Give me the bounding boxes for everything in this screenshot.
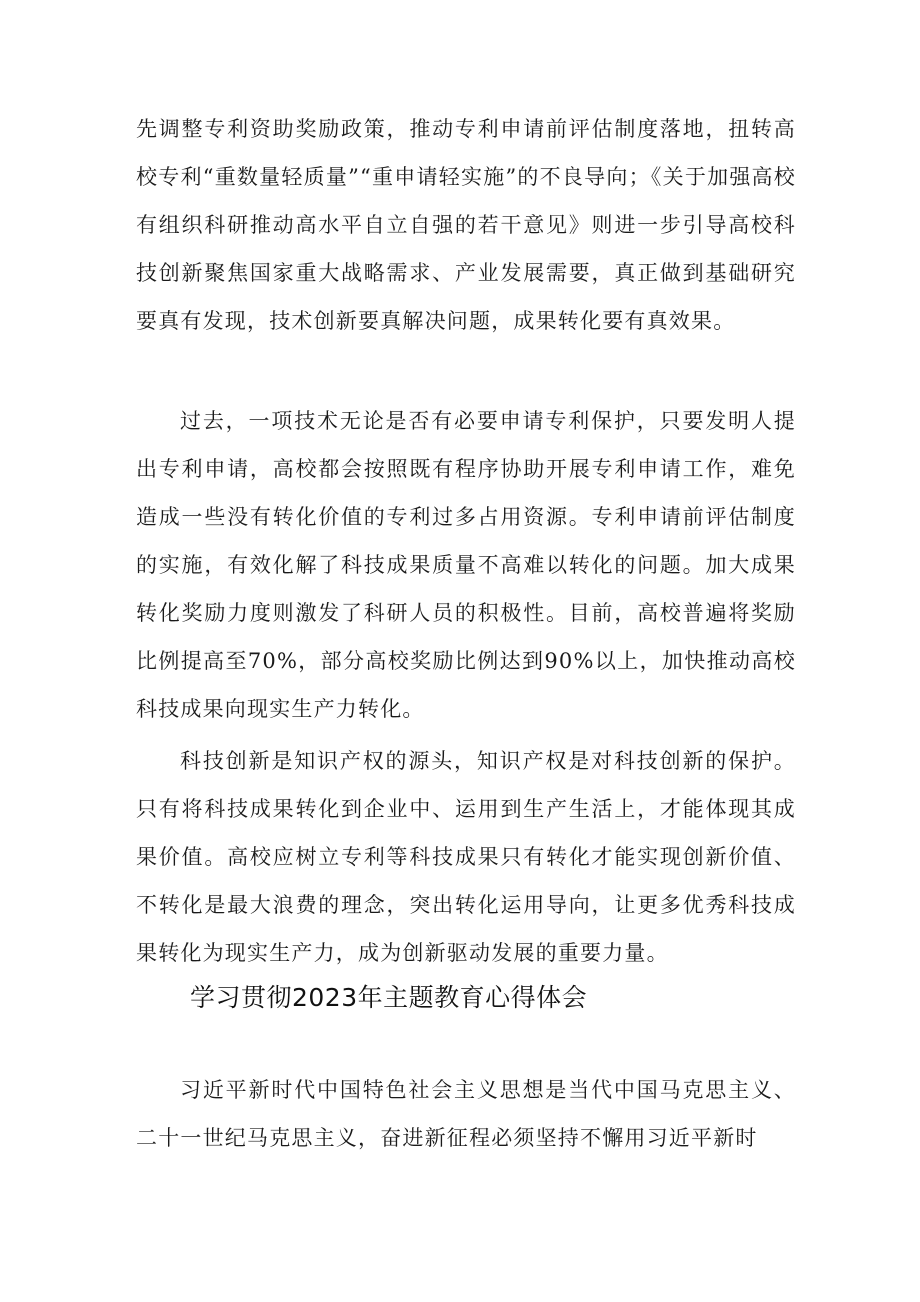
body-paragraph-1: 先调整专利资助奖励政策，推动专利申请前评估制度落地，扭转高校专利“重数量轻质量”“重申请轻实施”的不良导向；《关于加强高校有组织科研推动高水平自立自强的若干意见》则进一步引导高校科技创新聚焦国家重大战略需求、产业发展需要，真正做到基础研究要真有发现，技术创新要真解决问题，成果转化要有真效果。 — [136, 117, 796, 333]
section-heading: 学习贯彻2023年主题教育心得体会 — [190, 983, 588, 1012]
body-paragraph-3: 科技创新是知识产权的源头，知识产权是对科技创新的保护。只有将科技成果转化到企业中、运用到生产生活上，才能体现其成果价值。高校应树立专利等科技成果只有转化才能实现创新价值、不转化是最大浪费的理念，突出转化运用导向，让更多优秀科技成果转化为现实生产力，成为创新驱动发展的重要力量。 — [136, 749, 796, 965]
body-paragraph-2: 过去，一项技术无论是否有必要申请专利保护，只要发明人提出专利申请，高校都会按照既有程序协助开展专利申请工作，难免造成一些没有转化价值的专利过多占用资源。专利申请前评估制度的实施，有效化解了科技成果质量不高难以转化的问题。加大成果转化奖励力度则激发了科研人员的积极性。目前，高校普遍将奖励比例提高至70%，部分高校奖励比例达到90%以上，加快推动高校科技成果向现实生产力转化。 — [136, 409, 796, 721]
body-paragraph-4: 习近平新时代中国特色社会主义思想是当代中国马克思主义、二十一世纪马克思主义，奋进新征程必须坚持不懈用习近平新时 — [136, 1078, 796, 1150]
